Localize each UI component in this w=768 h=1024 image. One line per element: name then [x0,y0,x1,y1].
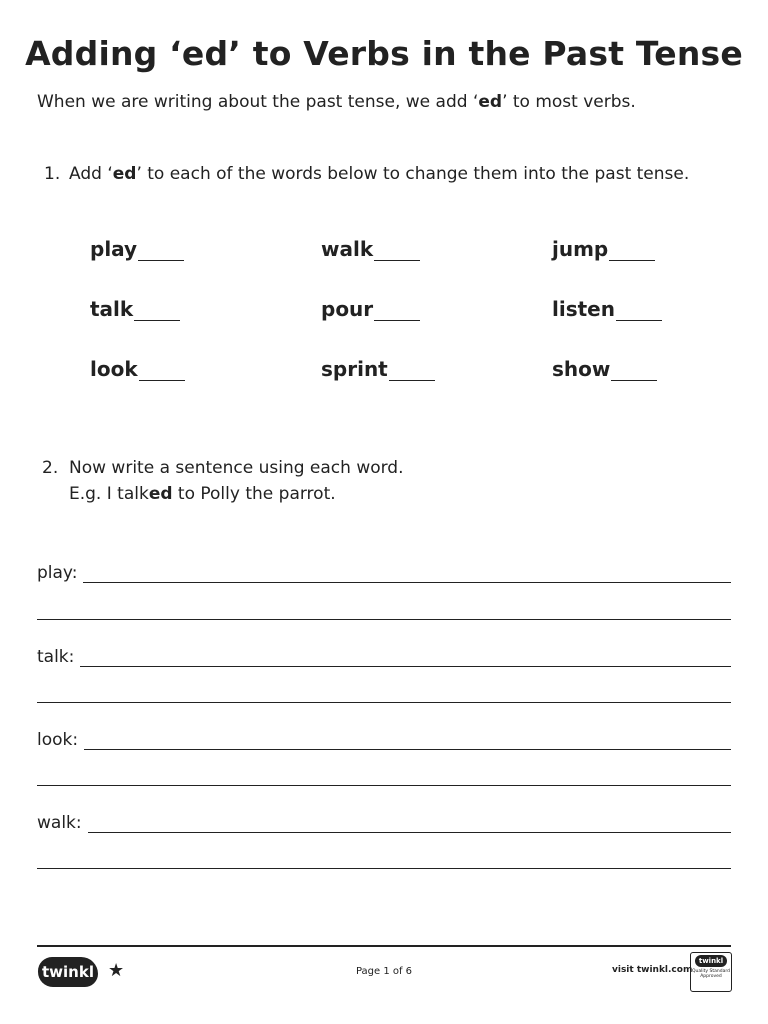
sentence-row-talk [37,647,731,667]
word-item [552,298,710,321]
writing-line[interactable] [80,652,731,667]
word-blank[interactable] [374,242,420,261]
word-blank[interactable] [611,362,657,381]
word-blank[interactable] [138,242,184,261]
page-number: Page 1 of 6 [355,966,413,977]
sentence-label: look: [37,730,79,750]
star-icon: ★ [108,960,125,981]
word-item [321,238,552,261]
word-grid [90,238,710,381]
sentence-label: talk: [37,647,75,667]
twinkl-logo: twinkl [38,957,98,987]
writing-line[interactable] [37,868,731,869]
question-1 [44,164,689,184]
word-blank[interactable] [389,362,435,381]
writing-line[interactable] [37,785,731,786]
writing-line[interactable] [83,568,731,583]
sentence-label: play: [37,563,78,583]
writing-line[interactable] [37,619,731,620]
intro-text [37,92,636,112]
footer-divider [37,945,731,947]
visit-link[interactable]: visit twinkl.com [612,965,693,975]
question-2-number: 2. [42,458,59,478]
intro-bold: ed [478,92,503,112]
sentence-row-look [37,730,731,750]
question-1-after: ’ to each of the words below to change them into the past tense. [136,164,690,184]
word-blank[interactable] [134,302,180,321]
sentence-row-walk [37,813,731,833]
intro-before: When we are writing about the past tense, we add ‘ [37,92,479,112]
intro-after: ’ to most verbs. [502,92,636,112]
word-item [90,298,321,321]
question-2-text: Now write a sentence using each word. [69,458,404,478]
sentence-row-play [37,563,731,583]
word-blank[interactable] [609,242,655,261]
sentence-label: walk: [37,813,82,833]
word-item [90,358,321,381]
question-2-example [42,481,404,507]
word-blank[interactable] [374,302,420,321]
word-label: walk [321,237,374,261]
example-bold: ed [148,484,173,504]
quality-badge [690,952,732,992]
writing-line[interactable] [88,818,731,833]
page-title: Adding ‘ed’ to Verbs in the Past Tense [25,34,743,73]
example-after: to Polly the parrot. [172,484,336,504]
question-2 [42,455,404,507]
word-item [321,358,552,381]
word-item [321,298,552,321]
word-label: jump [552,237,609,261]
word-item [90,238,321,261]
word-item [552,358,710,381]
word-label: show [552,357,611,381]
word-label: listen [552,297,615,321]
writing-line[interactable] [37,702,731,703]
word-label: sprint [321,357,388,381]
word-label: look [90,357,138,381]
word-label: play [90,237,138,261]
writing-line[interactable] [84,735,731,750]
question-1-before: Add ‘ [69,164,113,184]
word-blank[interactable] [139,362,185,381]
example-before: E.g. I talk [69,484,149,504]
word-blank[interactable] [616,302,662,321]
badge-text: Quality Standard Approved [692,969,730,979]
question-2-line [42,455,404,481]
word-item [552,238,710,261]
question-1-number: 1. [44,164,61,184]
question-1-bold: ed [112,164,137,184]
word-label: talk [90,297,134,321]
word-label: pour [321,297,374,321]
badge-logo: twinkl [695,955,727,967]
